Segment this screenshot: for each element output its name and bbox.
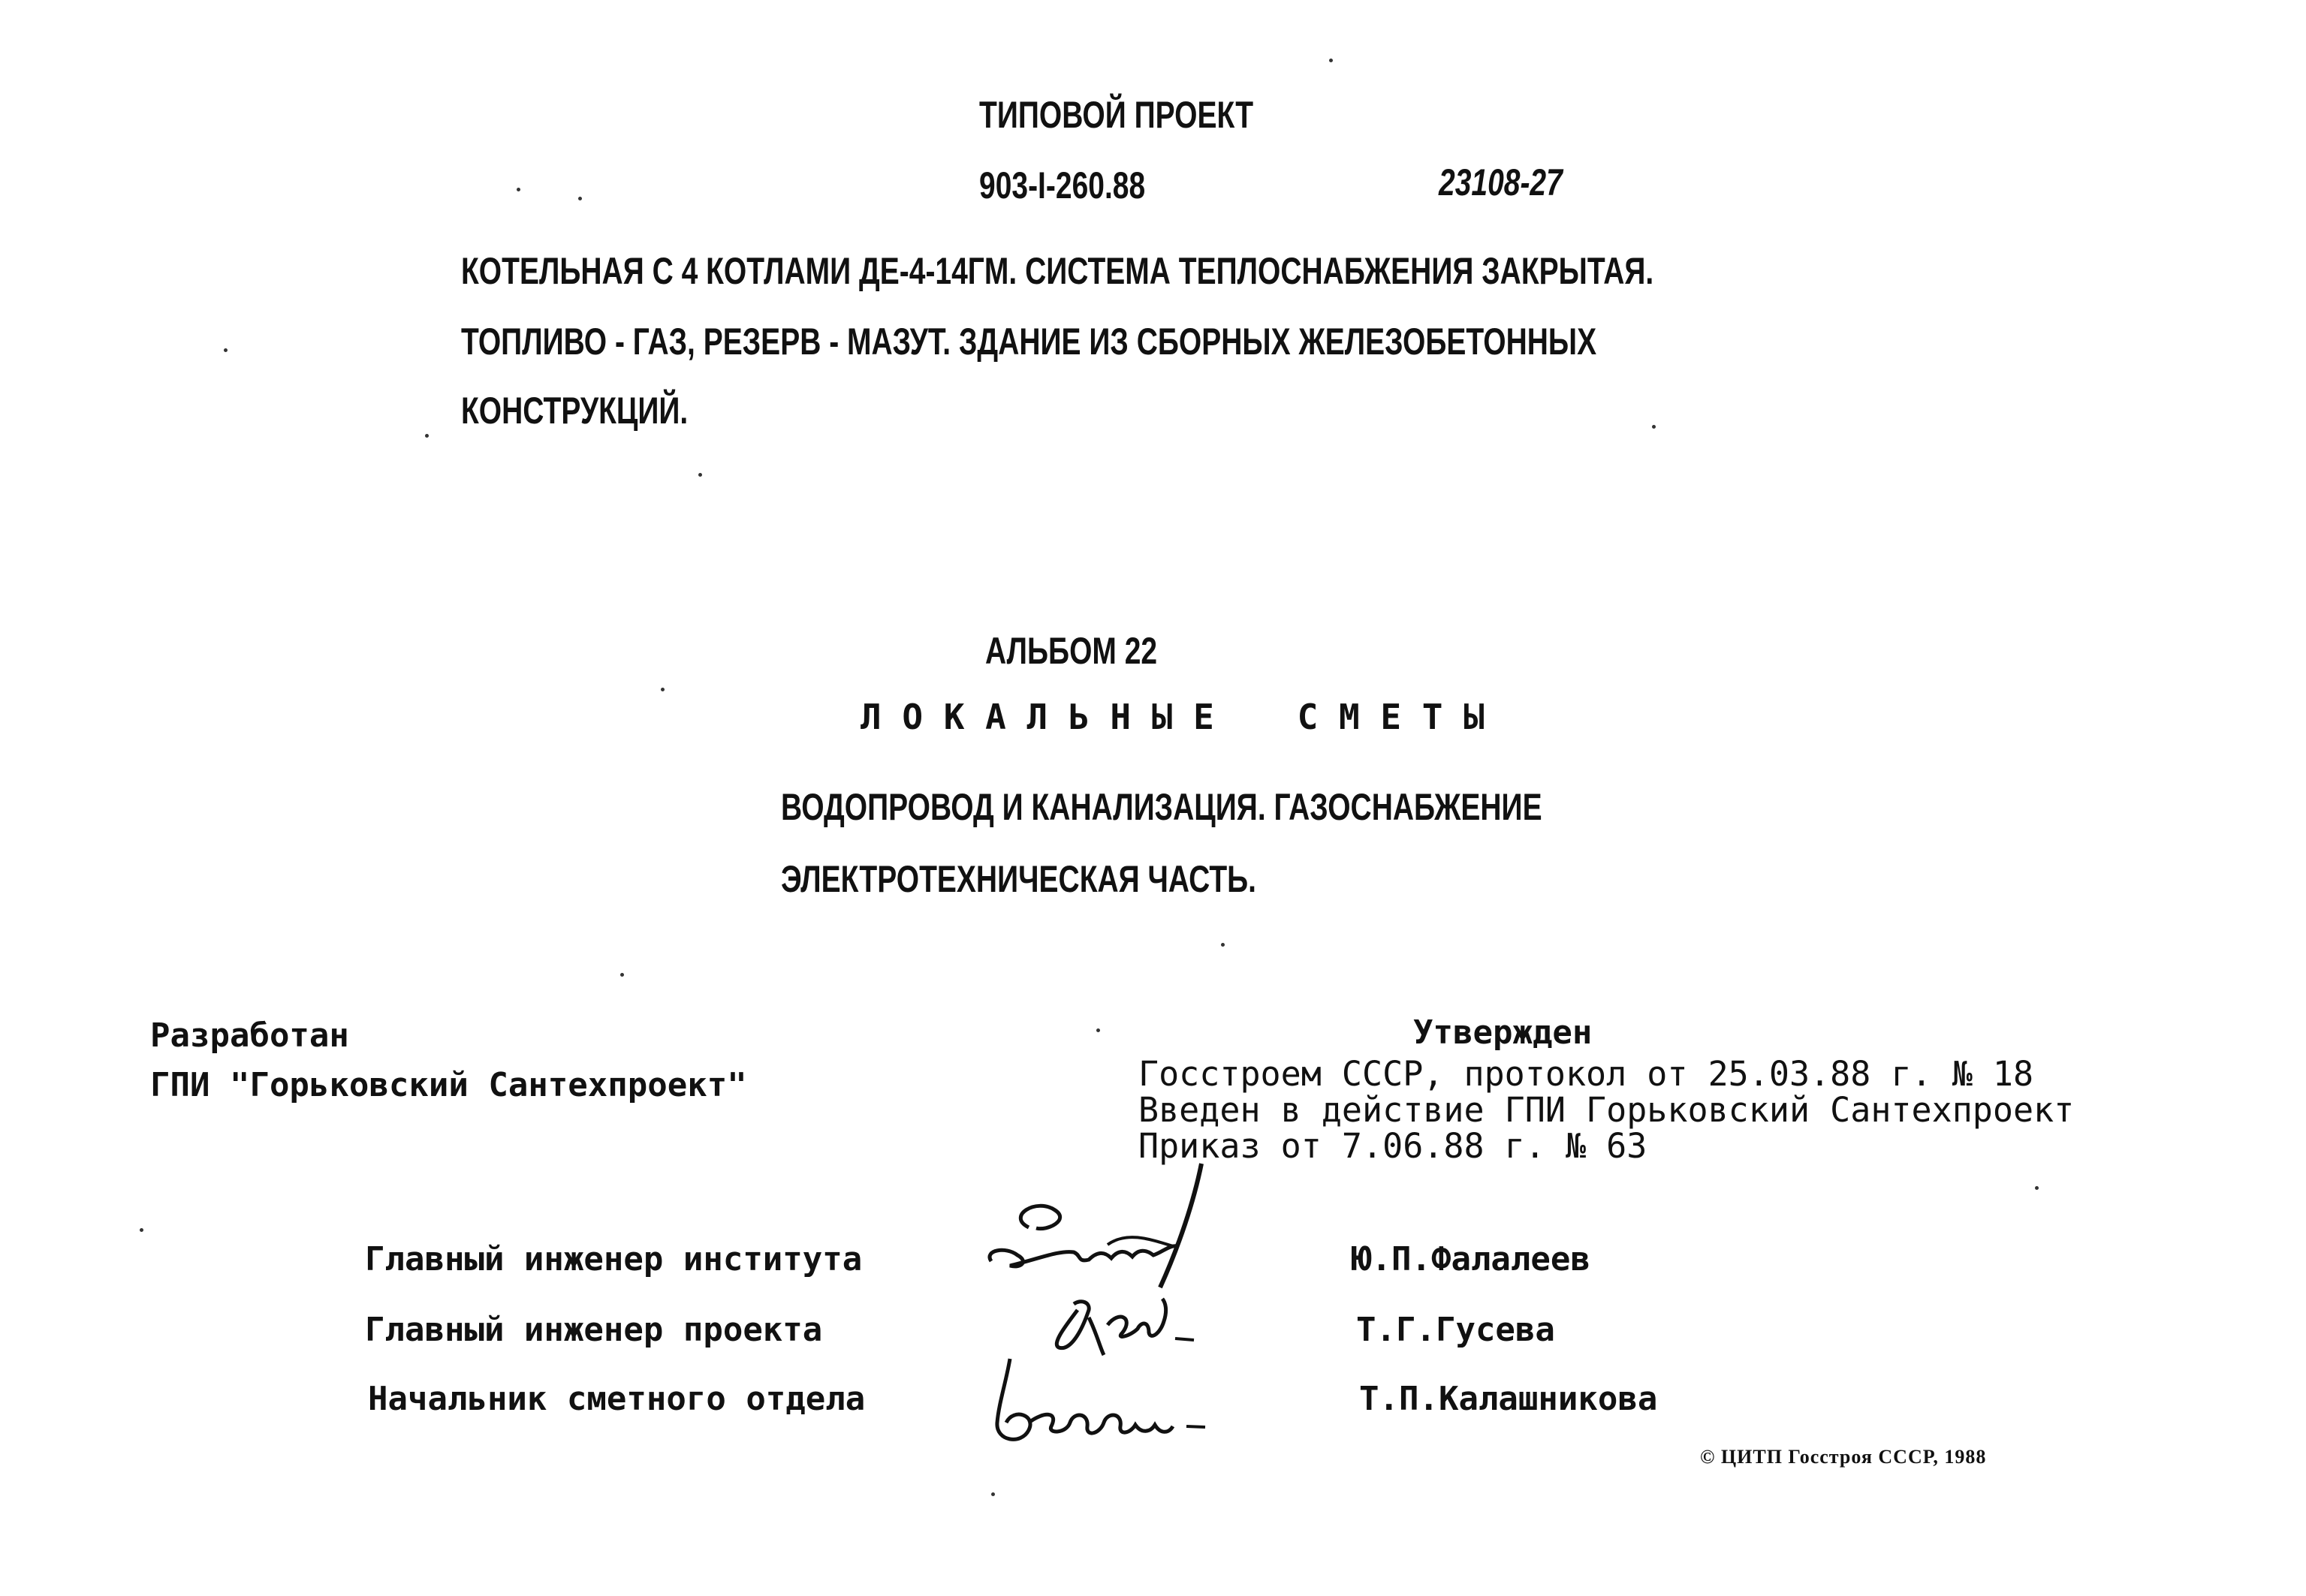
- scan-speck: [425, 434, 429, 438]
- approval-line-2: Введен в действие ГПИ Горьковский Сантехпроект: [1138, 1090, 2075, 1130]
- signatory-name-chief-engineer-project: Т.Г.Гусева: [1356, 1311, 1555, 1349]
- scan-speck: [517, 188, 520, 191]
- scan-speck: [224, 348, 228, 352]
- scan-speck: [2035, 1186, 2039, 1190]
- signatory-name-head-estimate-department: Т.П.Калашникова: [1359, 1380, 1658, 1418]
- scan-speck: [698, 473, 702, 477]
- archive-number: 23108-27: [1439, 161, 1563, 203]
- approved-label: Утвержден: [1413, 1013, 1593, 1052]
- scan-speck: [1221, 943, 1225, 947]
- document-type-title: ТИПОВОЙ ПРОЕКТ: [979, 94, 1254, 136]
- copyright-notice: © ЦИТП Госстроя СССР, 1988: [1700, 1446, 1987, 1468]
- scan-speck: [991, 1492, 995, 1496]
- developed-label: Разработан: [150, 1016, 349, 1055]
- signatory-role-chief-engineer-institute: Главный инженер института: [365, 1240, 863, 1278]
- scan-speck: [578, 197, 582, 200]
- project-description-line-3: КОНСТРУКЦИЙ.: [461, 390, 689, 432]
- signatory-name-chief-engineer-institute: Ю.П.Фалалеев: [1352, 1240, 1590, 1278]
- project-number: 903-I-260.88: [979, 164, 1146, 206]
- project-description-line-2: ТОПЛИВО - ГАЗ, РЕЗЕРВ - МАЗУТ. ЗДАНИЕ ИЗ СБОРНЫХ ЖЕЛЕЗОБЕТОННЫХ: [461, 321, 1597, 363]
- album-subtitle-line-1: ВОДОПРОВОД И КАНАЛИЗАЦИЯ. ГАЗОСНАБЖЕНИЕ: [781, 786, 1542, 828]
- approval-line-3: Приказ от 7.06.88 г. № 63: [1138, 1126, 1647, 1166]
- scan-speck: [1652, 425, 1656, 429]
- signature-kalashnikova: [976, 1351, 1246, 1464]
- developed-organization: ГПИ "Горьковский Сантехпроект": [150, 1066, 747, 1104]
- signatory-role-head-estimate-department: Начальник сметного отдела: [368, 1380, 866, 1418]
- project-description-line-1: КОТЕЛЬНАЯ С 4 КОТЛАМИ ДЕ-4-14ГМ. СИСТЕМА ТЕПЛОСНАБЖЕНИЯ ЗАКРЫТАЯ.: [461, 250, 1654, 292]
- album-title: Л О К А Л Ь Н Ы Е С М Е Т Ы: [861, 697, 1485, 737]
- scan-speck: [620, 973, 624, 977]
- signatory-role-chief-engineer-project: Главный инженер проекта: [365, 1311, 823, 1349]
- approval-line-1: Госстроем СССР, протокол от 25.03.88 г. № 18: [1138, 1054, 2034, 1094]
- album-label: АЛЬБОМ 22: [985, 630, 1158, 672]
- scan-speck: [1096, 1028, 1100, 1032]
- scan-speck: [1329, 59, 1333, 62]
- scan-speck: [661, 688, 665, 691]
- album-subtitle-line-2: ЭЛЕКТРОТЕХНИЧЕСКАЯ ЧАСТЬ.: [781, 858, 1257, 900]
- scan-speck: [140, 1228, 143, 1232]
